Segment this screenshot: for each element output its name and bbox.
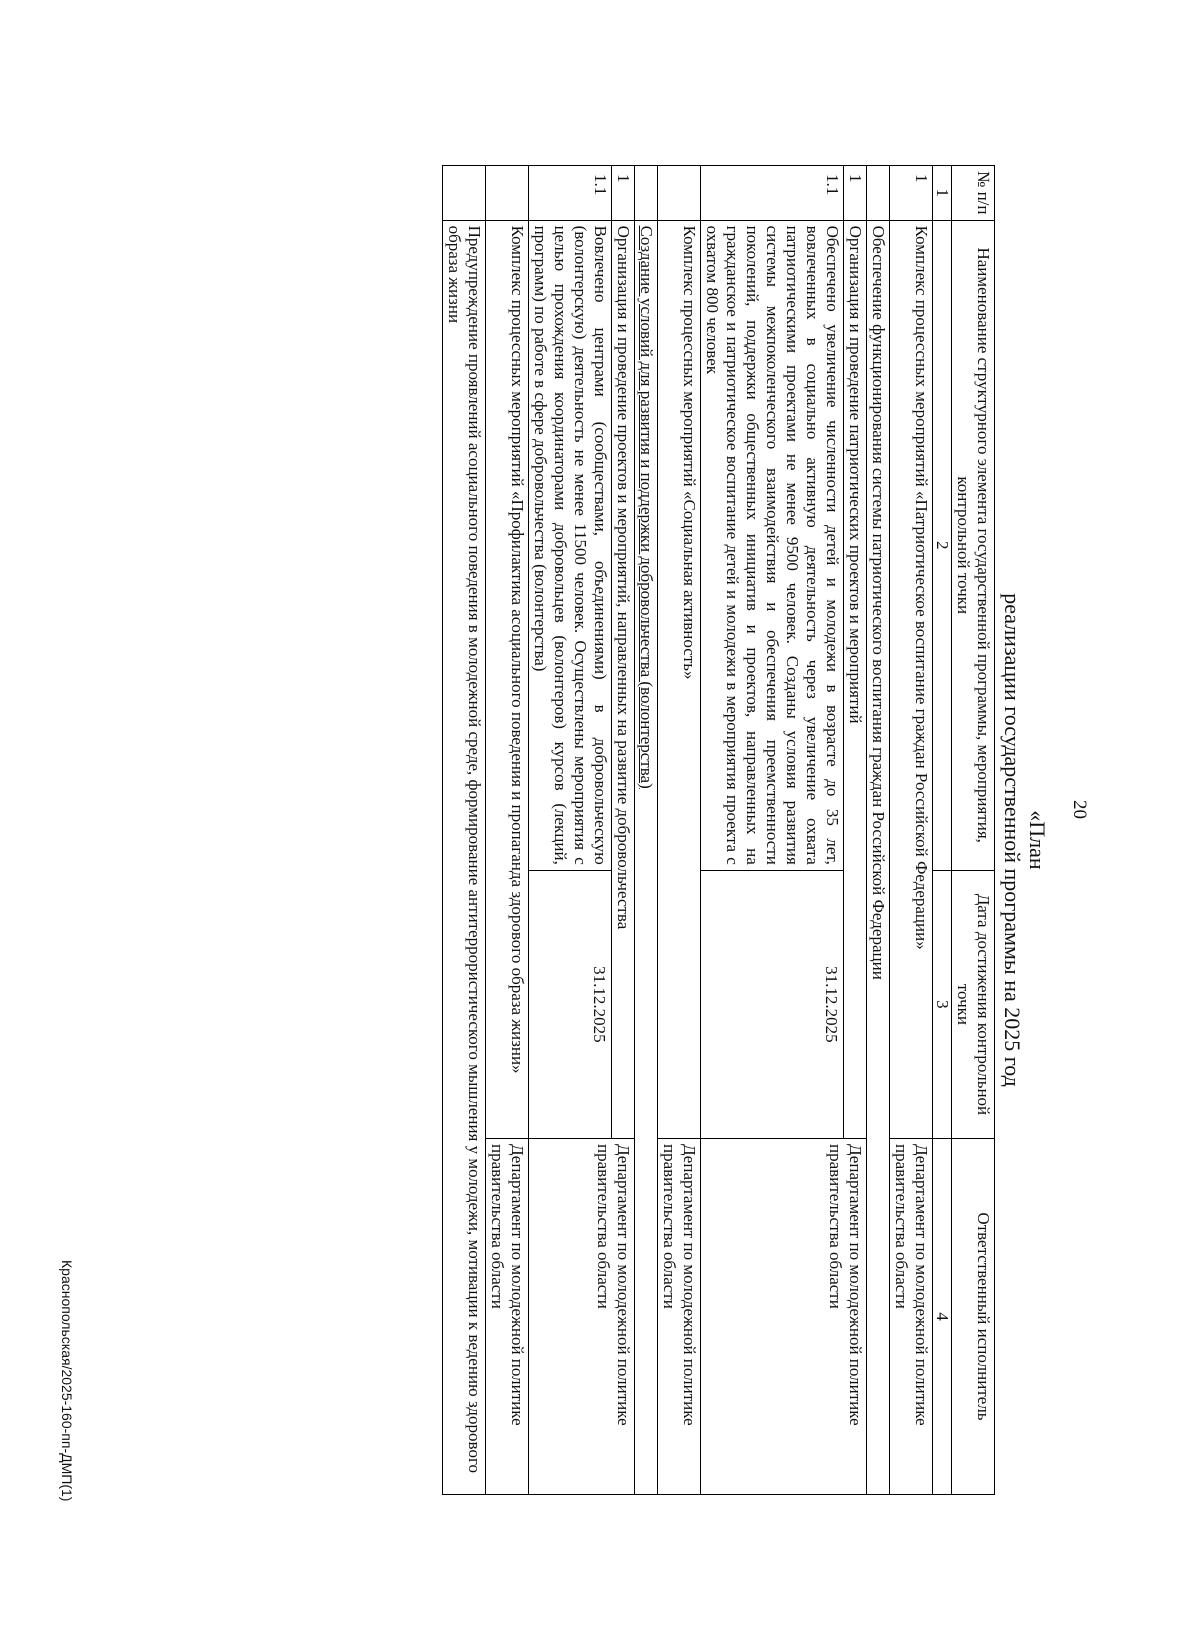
table-row [612, 166, 635, 1495]
row-name: Комплекс процессных мероприятий «Социальная активность» [658, 220, 701, 1138]
header-index-3: 3 [933, 870, 952, 1138]
footer-doc-id: Краснопольская/2025-160-пп-ДМП(1) [59, 1260, 75, 1502]
row-responsible: Департамент по молодежной политике правительства области [658, 1139, 701, 1495]
section-title: Создание условий для развития и поддержки добровольчества (волонтерства) [635, 220, 658, 1494]
row-name: Организация и проведение патриотических проектов и мероприятий [844, 220, 867, 1138]
table-section-row [867, 166, 890, 1495]
row-number: 1 [844, 166, 867, 221]
header-index-4: 4 [933, 1139, 952, 1495]
row-name: Обеспечено увеличение численности детей и молодежи в возрасте до 35 лет, вовлеченных в социально активную деятельность через увеличение охвата патриотическими проектами не менее 9500 человек. Созданы условия развития системы межпоколенческого взаимодействия и обеспечения преемственности поколений, поддержки общественных инициатив и проектов, направленных на гражданское и патриотическое воспитание детей и молодежи в мероприятия проекта с охватом 800 человек [701, 220, 844, 870]
row-name: Комплекс процессных мероприятий «Патриотическое воспитание граждан Российской Федерации» [890, 220, 933, 1138]
row-responsible: Департамент по молодежной политике правительства области [486, 1139, 529, 1495]
row-name: Организация и проведение проектов и мероприятий, направленных на развитие добровольчества [612, 220, 635, 1138]
row-responsible: Департамент по молодежной политике правительства области [529, 1139, 635, 1495]
document-subtitle: реализации государственной программы на 2025 год [1000, 593, 1025, 1087]
table-section-row [635, 166, 658, 1495]
header-index-1: 1 [933, 166, 952, 221]
table-header-row [952, 166, 995, 1495]
row-date: 31.12.2025 [529, 870, 612, 1138]
header-number: № п/п [952, 166, 995, 221]
row-number: 1 [890, 166, 933, 221]
row-responsible: Департамент по молодежной политике правительства области [701, 1139, 867, 1495]
table-row [658, 166, 701, 1495]
table-index-row [933, 166, 952, 1495]
page-number: 20 [1069, 800, 1090, 819]
row-name: Комплекс процессных мероприятий «Профилактика асоциального поведения и пропаганда здорового образа жизни» [486, 220, 529, 1138]
table-row [486, 166, 529, 1495]
row-name: Вовлечено центрами (сообществами, объединениями) в добровольческую (волонтерскую) деятельность не менее 11500 человек. Осуществлены мероприятия с целью прохождения координаторами добровольцев (волонтеров) курсов (лекций, программ) по работе в сфере добровольчества (волонтерства) [529, 220, 612, 870]
row-responsible: Департамент по молодежной политике правительства области [890, 1139, 933, 1495]
header-responsible: Ответственный исполнитель [952, 1139, 995, 1495]
header-name: Наименование структурного элемента государственной программы, мероприятия, контрольной точки [952, 220, 995, 870]
table-section-row [443, 166, 486, 1495]
plan-table [442, 165, 995, 1495]
section-title: Обеспечение функционирования системы патриотического воспитания граждан Российской Федерации [867, 220, 890, 1494]
header-index-2: 2 [933, 220, 952, 870]
header-date: Дата достижения контрольной точки [952, 870, 995, 1138]
document-title: «План [1025, 810, 1050, 870]
table-row [844, 166, 867, 1495]
row-number: 1.1 [529, 166, 612, 221]
table-row [890, 166, 933, 1495]
row-number: 1 [612, 166, 635, 221]
section-title: Предупреждение проявлений асоциального поведения в молодежной среде, формирование антитеррористического мышления у молодежи, мотивации к ведению здорового образа жизни [443, 220, 486, 1494]
row-number: 1.1 [701, 166, 844, 221]
row-date: 31.12.2025 [701, 870, 844, 1138]
